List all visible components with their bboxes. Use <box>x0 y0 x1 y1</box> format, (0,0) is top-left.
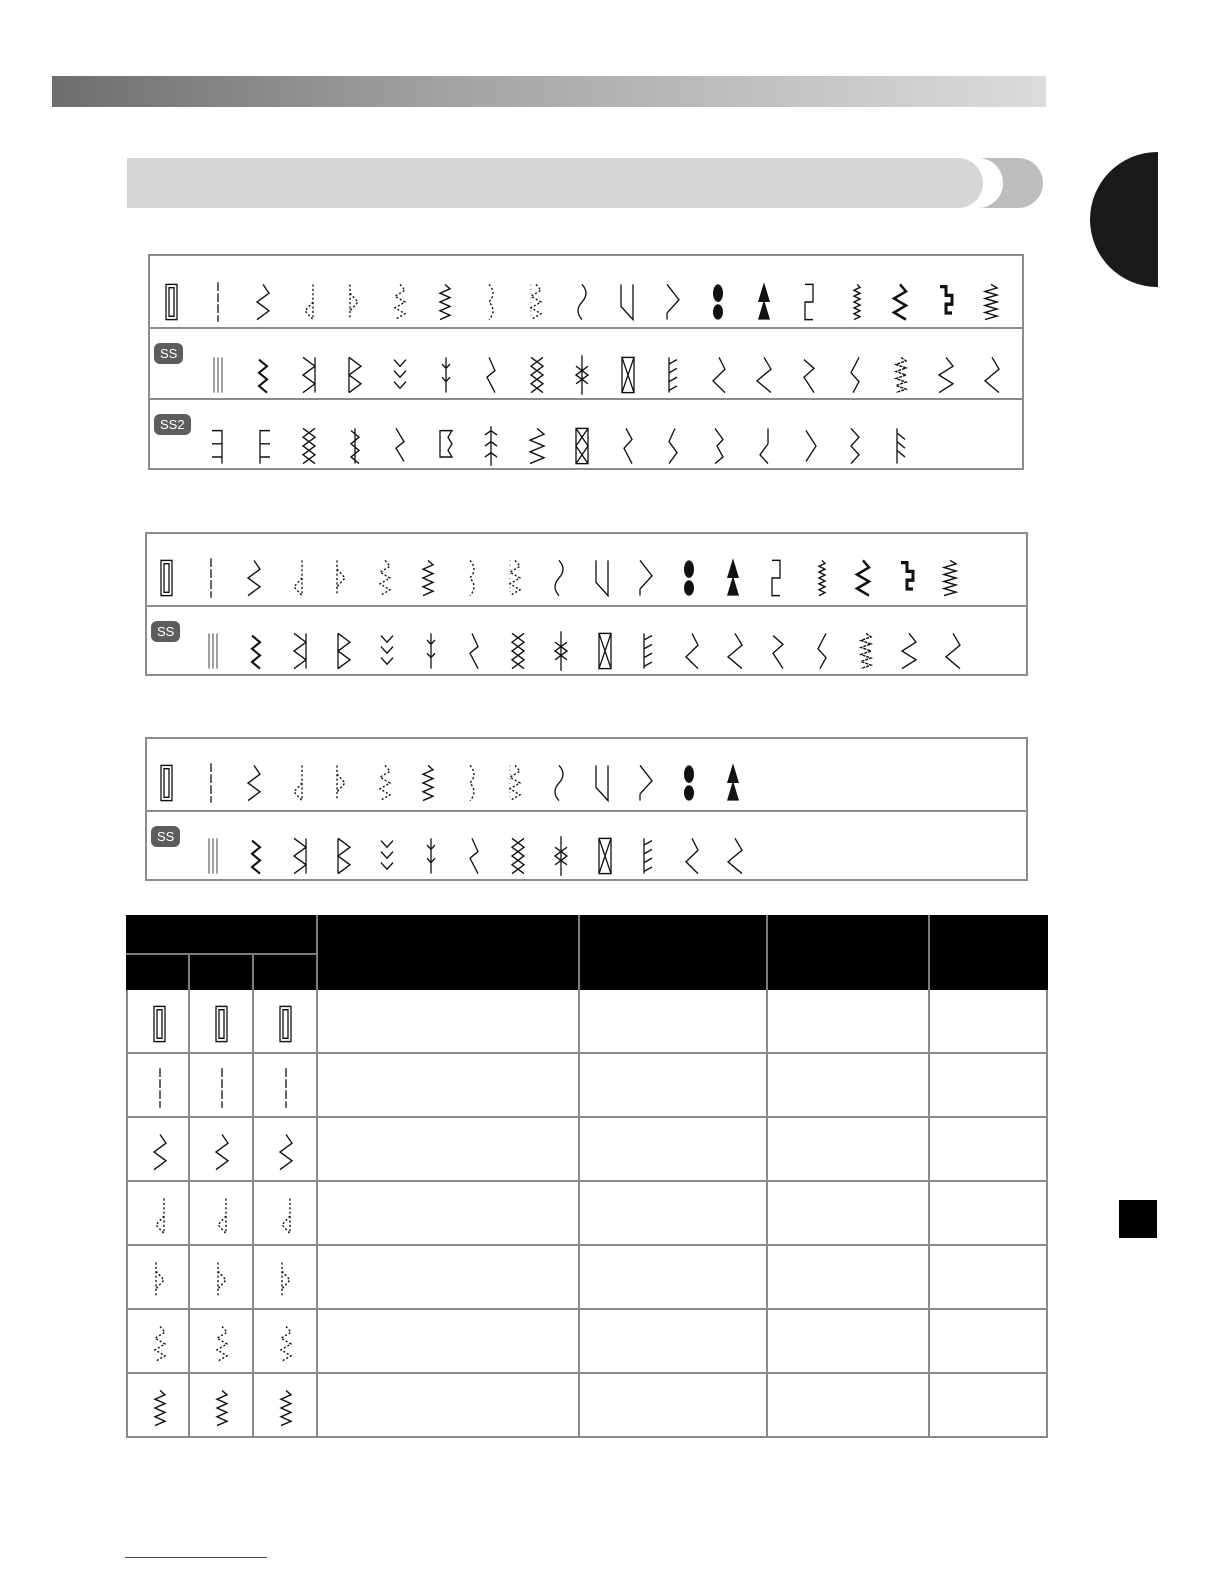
stitch-pattern-icon <box>201 761 221 805</box>
table-stitch-cell <box>126 1310 190 1374</box>
stitch-chart-row <box>150 398 1022 471</box>
stitch-pattern-icon <box>150 1066 170 1110</box>
stitch-pattern-icon <box>390 353 410 397</box>
table-header-model-1 <box>126 953 190 990</box>
stitch-pattern-icon <box>663 280 683 324</box>
stitch-pattern-icon <box>244 761 264 805</box>
stitch-pattern-icon <box>592 761 612 805</box>
stitch-pattern-icon <box>891 353 911 397</box>
stitch-settings-table <box>126 915 1048 1439</box>
table-value-cell <box>930 1310 1048 1374</box>
table-stitch-cell <box>126 1374 190 1438</box>
stitch-pattern-icon <box>150 1130 170 1174</box>
stitch-pattern-icon <box>800 353 820 397</box>
stitch-pattern-icon <box>636 761 656 805</box>
stitch-chart-model-2 <box>145 532 1028 676</box>
stitch-pattern-icon <box>812 629 832 673</box>
stitch-pattern-icon <box>345 424 365 468</box>
stitch-pattern-icon <box>679 556 699 600</box>
table-value-cell <box>580 1310 768 1374</box>
stitch-group-badge: SS2 <box>154 414 191 435</box>
table-value-cell <box>318 1246 580 1310</box>
table-stitch-cell <box>190 1374 254 1438</box>
stitch-pattern-icon <box>203 834 223 878</box>
stitch-pattern-icon <box>595 629 615 673</box>
table-value-cell <box>580 1054 768 1118</box>
stitch-pattern-icon <box>527 424 547 468</box>
stitch-pattern-icon <box>276 1130 296 1174</box>
stitch-pattern-icon <box>299 353 319 397</box>
table-value-cell <box>768 1310 930 1374</box>
table-stitch-cell <box>254 990 318 1054</box>
stitch-pattern-icon <box>247 629 267 673</box>
stitch-pattern-icon <box>334 834 354 878</box>
stitch-chart-row <box>147 739 1026 810</box>
page-index-marker <box>1119 1200 1157 1238</box>
table-stitch-cell <box>190 1310 254 1374</box>
stitch-chart-row <box>147 534 1026 605</box>
stitch-pattern-icon <box>331 556 351 600</box>
stitch-pattern-icon <box>208 280 228 324</box>
table-value-cell <box>580 1118 768 1182</box>
stitch-pattern-icon <box>682 629 702 673</box>
stitch-pattern-icon <box>636 556 656 600</box>
table-stitch-cell <box>254 1182 318 1246</box>
stitch-pattern-icon <box>150 1386 170 1430</box>
stitch-pattern-icon <box>157 761 177 805</box>
stitch-pattern-icon <box>334 629 354 673</box>
stitch-pattern-icon <box>943 629 963 673</box>
table-value-cell <box>318 1118 580 1182</box>
stitch-pattern-icon <box>212 1066 232 1110</box>
stitch-chart-row <box>147 810 1026 883</box>
stitch-pattern-icon <box>276 1386 296 1430</box>
stitch-pattern-icon <box>276 1002 296 1046</box>
table-value-cell <box>580 1246 768 1310</box>
stitch-pattern-icon <box>276 1194 296 1238</box>
table-value-cell <box>318 1310 580 1374</box>
stitch-group-badge: SS <box>151 621 180 642</box>
stitch-pattern-icon <box>247 834 267 878</box>
stitch-pattern-icon <box>157 556 177 600</box>
stitch-pattern-icon <box>725 834 745 878</box>
stitch-pattern-icon <box>638 629 658 673</box>
stitch-pattern-icon <box>572 280 592 324</box>
stitch-pattern-icon <box>940 556 960 600</box>
stitch-pattern-icon <box>663 353 683 397</box>
table-header-model-3 <box>254 953 318 990</box>
stitch-pattern-icon <box>810 556 830 600</box>
stitch-pattern-icon <box>375 556 395 600</box>
table-header-col-4 <box>768 915 930 990</box>
stitch-pattern-icon <box>754 353 774 397</box>
table-value-cell <box>930 1246 1048 1310</box>
stitch-pattern-icon <box>208 353 228 397</box>
stitch-pattern-icon <box>936 280 956 324</box>
stitch-pattern-icon <box>508 629 528 673</box>
stitch-pattern-icon <box>708 280 728 324</box>
table-stitch-cell <box>190 1246 254 1310</box>
stitch-pattern-icon <box>899 629 919 673</box>
stitch-pattern-icon <box>800 424 820 468</box>
stitch-pattern-icon <box>290 629 310 673</box>
stitch-pattern-icon <box>551 629 571 673</box>
stitch-pattern-icon <box>617 280 637 324</box>
stitch-pattern-icon <box>462 761 482 805</box>
stitch-pattern-icon <box>853 556 873 600</box>
stitch-pattern-icon <box>208 424 228 468</box>
stitch-pattern-icon <box>244 556 264 600</box>
table-value-cell <box>580 990 768 1054</box>
stitch-pattern-icon <box>508 834 528 878</box>
stitch-pattern-icon <box>936 353 956 397</box>
stitch-pattern-icon <box>276 1258 296 1302</box>
stitch-pattern-icon <box>549 556 569 600</box>
stitch-pattern-icon <box>890 280 910 324</box>
stitch-pattern-icon <box>201 556 221 600</box>
stitch-pattern-icon <box>526 280 546 324</box>
stitch-pattern-icon <box>682 834 702 878</box>
stitch-pattern-icon <box>162 280 182 324</box>
stitch-pattern-icon <box>418 761 438 805</box>
footer-link[interactable] <box>125 1557 267 1558</box>
stitch-pattern-icon <box>254 424 274 468</box>
stitch-pattern-icon <box>345 353 365 397</box>
stitch-pattern-icon <box>481 280 501 324</box>
stitch-chart-model-3 <box>145 737 1028 881</box>
stitch-pattern-icon <box>592 556 612 600</box>
stitch-pattern-icon <box>709 424 729 468</box>
chapter-tab <box>1090 152 1158 287</box>
table-header-col-2 <box>318 915 580 990</box>
table-value-cell <box>580 1374 768 1438</box>
table-value-cell <box>768 1054 930 1118</box>
stitch-pattern-icon <box>845 280 865 324</box>
stitch-pattern-icon <box>709 353 729 397</box>
table-stitch-cell <box>254 1246 318 1310</box>
stitch-chart-row <box>150 327 1022 400</box>
table-value-cell <box>768 1246 930 1310</box>
stitch-pattern-icon <box>150 1002 170 1046</box>
stitch-pattern-icon <box>462 556 482 600</box>
stitch-pattern-icon <box>290 834 310 878</box>
table-header-col-3 <box>580 915 768 990</box>
stitch-pattern-icon <box>299 424 319 468</box>
table-value-cell <box>930 1118 1048 1182</box>
table-header-model-group <box>126 915 318 953</box>
table-value-cell <box>318 1374 580 1438</box>
stitch-pattern-icon <box>212 1194 232 1238</box>
stitch-pattern-icon <box>288 761 308 805</box>
stitch-pattern-icon <box>288 556 308 600</box>
section-heading-bar <box>127 158 1043 208</box>
stitch-pattern-icon <box>253 280 273 324</box>
stitch-pattern-icon <box>527 353 547 397</box>
stitch-pattern-icon <box>421 629 441 673</box>
stitch-pattern-icon <box>799 280 819 324</box>
stitch-pattern-icon <box>344 280 364 324</box>
stitch-pattern-icon <box>375 761 395 805</box>
table-stitch-cell <box>190 1054 254 1118</box>
stitch-pattern-icon <box>421 834 441 878</box>
stitch-pattern-icon <box>390 280 410 324</box>
stitch-pattern-icon <box>464 834 484 878</box>
stitch-pattern-icon <box>150 1194 170 1238</box>
table-value-cell <box>768 1374 930 1438</box>
stitch-pattern-icon <box>377 834 397 878</box>
stitch-pattern-icon <box>723 761 743 805</box>
stitch-pattern-icon <box>663 424 683 468</box>
stitch-pattern-icon <box>897 556 917 600</box>
table-stitch-cell <box>126 1246 190 1310</box>
stitch-pattern-icon <box>618 424 638 468</box>
stitch-pattern-icon <box>754 424 774 468</box>
stitch-chart-row <box>147 605 1026 678</box>
stitch-pattern-icon <box>766 556 786 600</box>
table-value-cell <box>930 1182 1048 1246</box>
stitch-pattern-icon <box>618 353 638 397</box>
table-value-cell <box>930 1374 1048 1438</box>
table-stitch-cell <box>254 1374 318 1438</box>
stitch-group-badge: SS <box>154 343 183 364</box>
stitch-pattern-icon <box>377 629 397 673</box>
stitch-pattern-icon <box>150 1322 170 1366</box>
stitch-pattern-icon <box>845 353 865 397</box>
stitch-pattern-icon <box>982 353 1002 397</box>
stitch-pattern-icon <box>769 629 789 673</box>
stitch-pattern-icon <box>481 424 501 468</box>
stitch-pattern-icon <box>505 556 525 600</box>
stitch-pattern-icon <box>845 424 865 468</box>
stitch-pattern-icon <box>856 629 876 673</box>
stitch-pattern-icon <box>212 1002 232 1046</box>
stitch-pattern-icon <box>981 280 1001 324</box>
stitch-pattern-icon <box>595 834 615 878</box>
stitch-pattern-icon <box>212 1258 232 1302</box>
stitch-pattern-icon <box>203 629 223 673</box>
table-stitch-cell <box>190 1182 254 1246</box>
stitch-pattern-icon <box>436 353 456 397</box>
stitch-chart-row <box>150 256 1022 327</box>
stitch-pattern-icon <box>679 761 699 805</box>
stitch-pattern-icon <box>549 761 569 805</box>
table-stitch-cell <box>190 990 254 1054</box>
table-stitch-cell <box>126 990 190 1054</box>
table-stitch-cell <box>254 1054 318 1118</box>
table-value-cell <box>318 1054 580 1118</box>
stitch-group-badge: SS <box>151 826 180 847</box>
stitch-pattern-icon <box>150 1258 170 1302</box>
table-stitch-cell <box>254 1118 318 1182</box>
stitch-pattern-icon <box>331 761 351 805</box>
stitch-pattern-icon <box>572 424 592 468</box>
stitch-pattern-icon <box>754 280 774 324</box>
table-value-cell <box>768 990 930 1054</box>
table-header-col-5 <box>930 915 1048 990</box>
stitch-pattern-icon <box>464 629 484 673</box>
table-stitch-cell <box>126 1182 190 1246</box>
stitch-pattern-icon <box>436 424 456 468</box>
table-value-cell <box>768 1118 930 1182</box>
table-value-cell <box>930 1054 1048 1118</box>
stitch-pattern-icon <box>276 1322 296 1366</box>
stitch-pattern-icon <box>212 1322 232 1366</box>
table-stitch-cell <box>254 1310 318 1374</box>
stitch-pattern-icon <box>891 424 911 468</box>
stitch-pattern-icon <box>212 1130 232 1174</box>
table-value-cell <box>930 990 1048 1054</box>
stitch-pattern-icon <box>723 556 743 600</box>
stitch-pattern-icon <box>551 834 571 878</box>
table-stitch-cell <box>126 1118 190 1182</box>
table-value-cell <box>318 1182 580 1246</box>
stitch-pattern-icon <box>390 424 410 468</box>
stitch-pattern-icon <box>505 761 525 805</box>
table-value-cell <box>580 1182 768 1246</box>
stitch-pattern-icon <box>299 280 319 324</box>
stitch-pattern-icon <box>481 353 501 397</box>
table-value-cell <box>768 1182 930 1246</box>
header-gradient-bar <box>52 76 1046 107</box>
stitch-pattern-icon <box>254 353 274 397</box>
stitch-pattern-icon <box>725 629 745 673</box>
stitch-pattern-icon <box>418 556 438 600</box>
stitch-pattern-icon <box>212 1386 232 1430</box>
table-value-cell <box>318 990 580 1054</box>
table-header-model-2 <box>190 953 254 990</box>
table-stitch-cell <box>126 1054 190 1118</box>
table-stitch-cell <box>190 1118 254 1182</box>
stitch-chart-model-1 <box>148 254 1024 470</box>
stitch-pattern-icon <box>638 834 658 878</box>
stitch-pattern-icon <box>435 280 455 324</box>
stitch-pattern-icon <box>572 353 592 397</box>
stitch-pattern-icon <box>276 1066 296 1110</box>
